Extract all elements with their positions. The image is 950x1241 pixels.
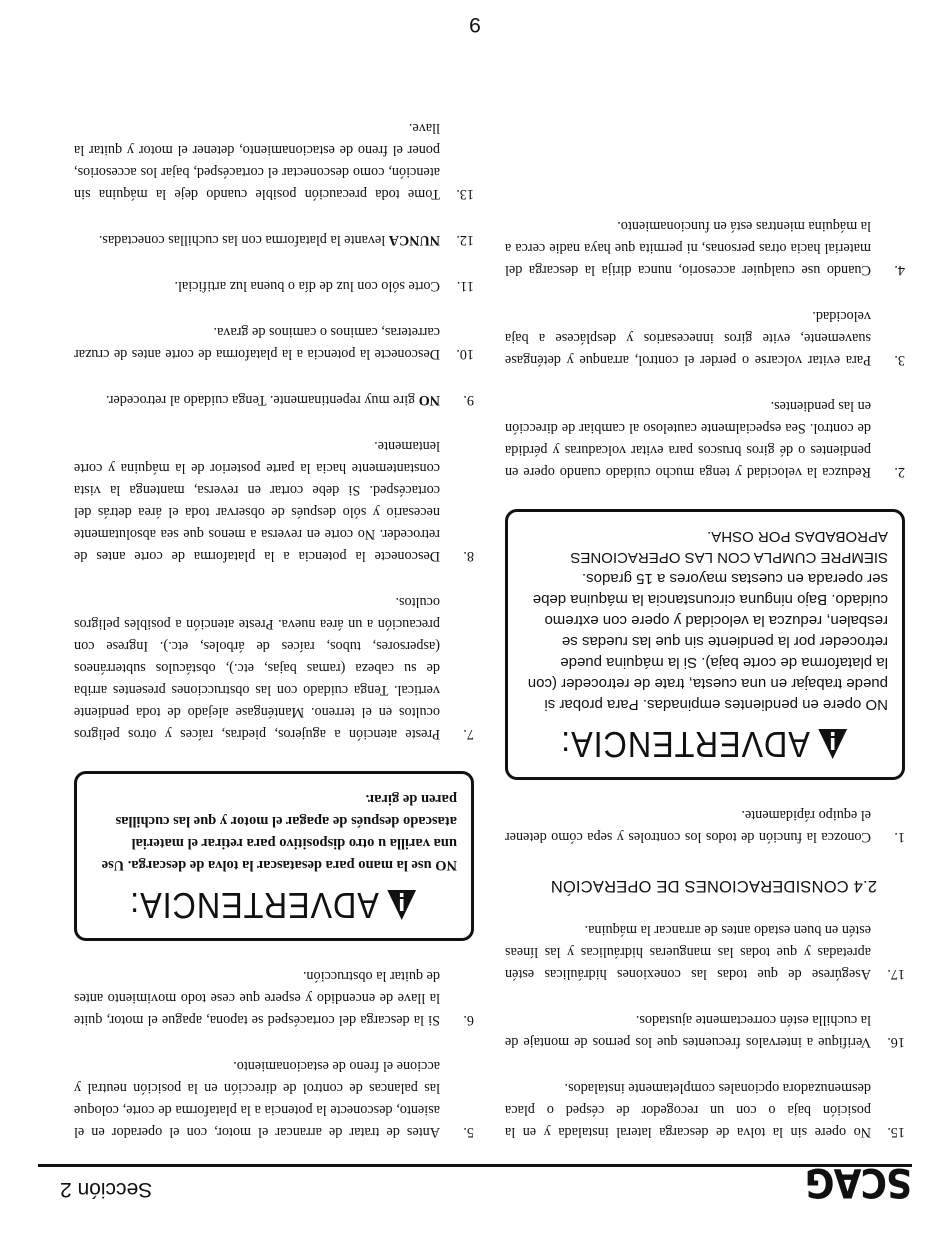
list-item	[505, 215, 905, 281]
scag-logo: SCAG	[805, 1159, 912, 1205]
item-lead: NO	[418, 392, 440, 408]
warning-body	[520, 526, 888, 715]
list-item	[74, 435, 474, 567]
item-text: Para evitar volcarse o perder el control, arranque y deténgase suavemente, evite giros innecesarios y desplácese a baja velocidad.	[505, 308, 871, 368]
item-text: Asegúrese de que todas las conexiones hidráulicas estén apretadas y que todas las mangueras hidráulicas y las líneas estén en buen estado antes de arrancar la máquina.	[505, 922, 871, 982]
list-item	[74, 117, 474, 205]
warning-text: opere en pendientes empinadas. Para probar si puede trabajar en una cuesta, trate de retroceder (con la plataforma de corte baja). Si la máquina puede retroceder por la pendiente sin que las ruedas se resbalen, reduzca la velocidad y opere con extremo cuidado. Bajo ninguna circunstancia la máquina debe ser operada en cuestas mayores a 15 grados. SIEMPRE CUMPLA CON LAS OPERACIONES APROBADAS POR OSHA.	[527, 528, 888, 713]
item-text: No opere sin la tolva de descarga lateral instalada y en la posición baja o con un recogedor de césped o placa desmenuzadora opcionales completamente instalados.	[505, 1080, 871, 1140]
item-text: Corte sólo con luz de día o buena luz artificial.	[174, 278, 440, 294]
item-body: levante la plataforma con las cuchillas conectadas.	[98, 232, 389, 248]
item-number: 3.	[894, 352, 905, 368]
list-item	[74, 389, 474, 411]
warning-box	[74, 771, 474, 941]
header-rule	[38, 1164, 912, 1167]
warning-title	[107, 884, 438, 926]
item-text: Preste atención a agujeros, piedras, raíces y otros peligros ocultos en el terreno. Manténgase alejado de toda pendiente vertical. Tenga cuidado con las obstrucciones presentes arriba de su cabeza (ramas bajas, etc.), obstáculos subterráneos (aspersores, tubos, raíces de árboles, etc.). Ingrese con precaución a un área nueva. Preste atención a posibles peligros ocultos.	[74, 594, 440, 742]
warning-title-text: ADVERTENCIA:	[129, 885, 379, 926]
warning-body	[89, 788, 457, 876]
item-number: 11.	[456, 278, 474, 294]
item-text	[74, 229, 440, 251]
item-number: 1.	[894, 829, 905, 845]
warning-triangle-icon	[386, 889, 417, 921]
list-item	[74, 591, 474, 745]
item-text: Desconecte la potencia a la plataforma de corte antes de cruzar carreteras, caminos o caminos de grava.	[74, 324, 440, 362]
item-number: 2.	[894, 464, 905, 480]
item-text: Cuando use cualquier accesorio, nunca dirija la descarga del material hacia otras personas, ni permita que haya nadie cerca a la máquina mientras está en funcionamiento.	[505, 218, 871, 278]
warning-lead: NO	[865, 696, 888, 713]
warning-title	[538, 723, 869, 765]
item-number: 5.	[463, 1124, 474, 1140]
item-text	[74, 389, 440, 411]
list-item	[505, 919, 905, 985]
item-text: Desconecte la potencia a la plataforma de corte antes de retroceder. No corte en reversa a menos que sea absolutamente necesario y sólo después de observar toda el área detrás del cortacésped. Si debe cortar en reversa, mantenga la vista constantemente hacia la parte posterior de la máquina y corte lentamente.	[74, 438, 440, 564]
left-column	[505, 191, 905, 1143]
item-number: 7.	[463, 726, 474, 742]
list-item	[74, 965, 474, 1031]
list-item	[74, 1055, 474, 1143]
item-text: Tome toda precaución posible cuando deje la máquina sin atención, como desconectar el cortacésped, bajar los accesorios, poner el freno de estacionamiento, detener el motor y quitar la llave.	[74, 120, 440, 202]
page-number: 9	[469, 13, 481, 36]
right-column	[74, 93, 474, 1143]
list-item	[74, 321, 474, 365]
list-item	[505, 1077, 905, 1143]
item-number: 9.	[463, 392, 474, 408]
section-label: Sección 2	[60, 1178, 153, 1201]
warning-triangle-icon	[817, 728, 848, 760]
item-text: Conozca la función de todos los controles y sepa cómo detener el equipo rápidamente.	[505, 807, 871, 845]
item-number: 6.	[463, 1012, 474, 1028]
item-number: 12.	[456, 232, 474, 248]
item-text: Verifique a intervalos frecuentes que los pernos de montaje de la cuchilla estén correctamente ajustados.	[505, 1012, 871, 1050]
item-text: Antes de tratar de arrancar el motor, con el operador en el asiento, desconecte la potencia a la plataforma de corte, coloque las palancas de control de dirección en la posición neutral y accione el freno de estacionamiento.	[74, 1058, 440, 1140]
list-item	[74, 229, 474, 251]
list-item	[505, 804, 905, 848]
item-number: 4.	[894, 262, 905, 278]
list-item	[505, 395, 905, 483]
section-heading: 2.4 CONSIDERACIONES DE OPERACIÓN	[550, 877, 877, 895]
warning-text: use la mano para desatascar la tolva de descarga. Use una varilla u otro dispositivo para retirar el material atascado después de apagar el motor y que las cuchillas paren de girar.	[101, 791, 457, 873]
item-text: Reduzca la velocidad y tenga mucho cuidado cuando opere en pendientes o dé giros bruscos para evitar volcaduras y pérdida de control. Sea especialmente cauteloso al cambiar de dirección en las pendientes.	[505, 398, 871, 480]
warning-lead: NO	[435, 857, 457, 873]
warning-title-text: ADVERTENCIA:	[560, 724, 810, 765]
item-number: 16.	[887, 1034, 905, 1050]
item-number: 17.	[887, 966, 905, 982]
list-item	[74, 275, 474, 297]
item-number: 13.	[456, 186, 474, 202]
list-item	[505, 1009, 905, 1053]
item-number: 15.	[887, 1124, 905, 1140]
item-number: 8.	[463, 548, 474, 564]
list-item	[505, 305, 905, 371]
item-number: 10.	[456, 346, 474, 362]
warning-box	[505, 509, 905, 780]
item-body: gire muy repentinamente. Tenga cuidado al retroceder.	[106, 392, 419, 408]
item-text: Si la descarga del cortacésped se tapona, apague el motor, quite la llave de encendido y espere que cese todo movimiento antes de quitar la obstrucción.	[74, 968, 440, 1028]
item-lead: NUNCA	[388, 232, 440, 248]
